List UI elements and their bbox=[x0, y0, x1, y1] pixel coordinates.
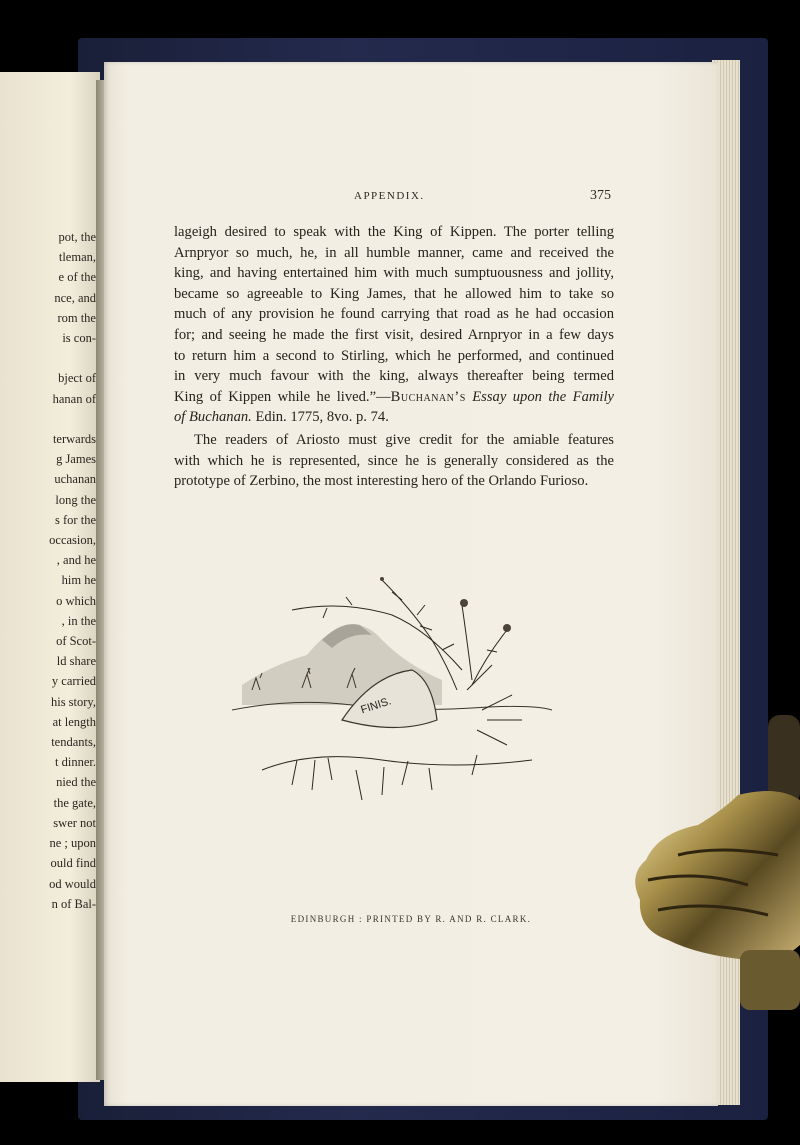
printer-imprint: EDINBURGH : PRINTED BY R. AND R. CLARK. bbox=[290, 914, 532, 924]
body-line: lageigh desired to speak with the King of Kippen. The porter telling bbox=[174, 224, 614, 240]
left-page-line: hanan of bbox=[52, 391, 96, 406]
left-page-line: t dinner. bbox=[55, 755, 96, 770]
brass-clip bbox=[628, 715, 800, 1015]
left-page-line: n of Bal- bbox=[51, 896, 96, 911]
left-page-line: o which bbox=[56, 593, 96, 608]
left-page-line: is con- bbox=[62, 331, 96, 346]
body-line: for; and seeing he made the first visit, desired Arnpryor in a few days bbox=[174, 326, 614, 343]
body-text bbox=[174, 222, 614, 492]
left-page-line: at length bbox=[52, 714, 96, 729]
body-line: king, and having entertained him with much sumptuousness and jollity, bbox=[174, 265, 614, 282]
left-page-line: rom the bbox=[57, 310, 96, 325]
left-page bbox=[0, 72, 100, 1082]
left-page-line: swer not bbox=[53, 815, 96, 830]
left-page-line bbox=[0, 409, 96, 429]
body-line: prototype of Zerbino, the most interesting hero of the Orlando Furioso. bbox=[174, 473, 589, 490]
left-page-line: tendants, bbox=[51, 735, 96, 750]
finis-vignette bbox=[232, 570, 552, 810]
body-line: The readers of Ariosto must give credit for the amiable features bbox=[194, 431, 614, 448]
left-page-line: y carried bbox=[51, 674, 96, 689]
left-page-line: his story, bbox=[50, 694, 96, 709]
left-page-text bbox=[0, 227, 96, 914]
running-head: APPENDIX. bbox=[354, 190, 425, 202]
body-line: to return him a second to Stirling, which he performed, and continued bbox=[174, 347, 614, 364]
left-page-line bbox=[0, 348, 96, 368]
left-page-line: uchanan bbox=[54, 472, 96, 487]
body-line: Arnpryor so much, he, in all humble manner, came and received the bbox=[174, 244, 614, 261]
left-page-line: long the bbox=[55, 492, 96, 507]
left-page-line: of Scot- bbox=[56, 634, 96, 649]
left-page-line: nce, and bbox=[54, 290, 96, 305]
left-page-line: nied the bbox=[56, 775, 96, 790]
right-page bbox=[104, 62, 718, 1106]
left-page-line: ne ; upon bbox=[49, 836, 96, 851]
finis-label: FINIS. bbox=[359, 695, 393, 717]
left-page-line: ld share bbox=[56, 654, 96, 669]
left-page-line: ould find bbox=[50, 856, 96, 871]
body-line: with which he is represented, since he is generally considered as the bbox=[174, 452, 614, 469]
left-page-line: , and he bbox=[56, 553, 96, 568]
left-page-line: pot, the bbox=[58, 230, 96, 244]
left-page-line: occasion, bbox=[49, 533, 96, 548]
left-page-line: e of the bbox=[58, 270, 96, 285]
page-number: 375 bbox=[590, 188, 611, 203]
left-page-line: the gate, bbox=[53, 795, 96, 810]
left-page-line: s for the bbox=[55, 512, 96, 527]
page-header bbox=[104, 188, 718, 208]
left-page-line: bject of bbox=[58, 371, 96, 386]
left-page-line: tleman, bbox=[58, 250, 96, 265]
left-page-line: him he bbox=[61, 573, 96, 588]
left-page-line: terwards bbox=[52, 432, 96, 447]
left-page-line: od would bbox=[49, 876, 96, 891]
body-line: much of any provision he found carrying that road as he had occasion bbox=[174, 306, 614, 323]
body-line: King of Kippen while he lived.”—Buchanan’s Essay upon the Family bbox=[174, 388, 614, 405]
left-page-line: g James bbox=[56, 452, 96, 467]
body-line: of Buchanan. Edin. 1775, 8vo. p. 74. bbox=[174, 409, 389, 426]
body-line: in very much favour with the king, always thereafter being termed bbox=[174, 368, 614, 385]
body-line: became so agreeable to King James, that he allowed him to take so bbox=[174, 285, 614, 302]
left-page-line: , in the bbox=[61, 613, 96, 628]
